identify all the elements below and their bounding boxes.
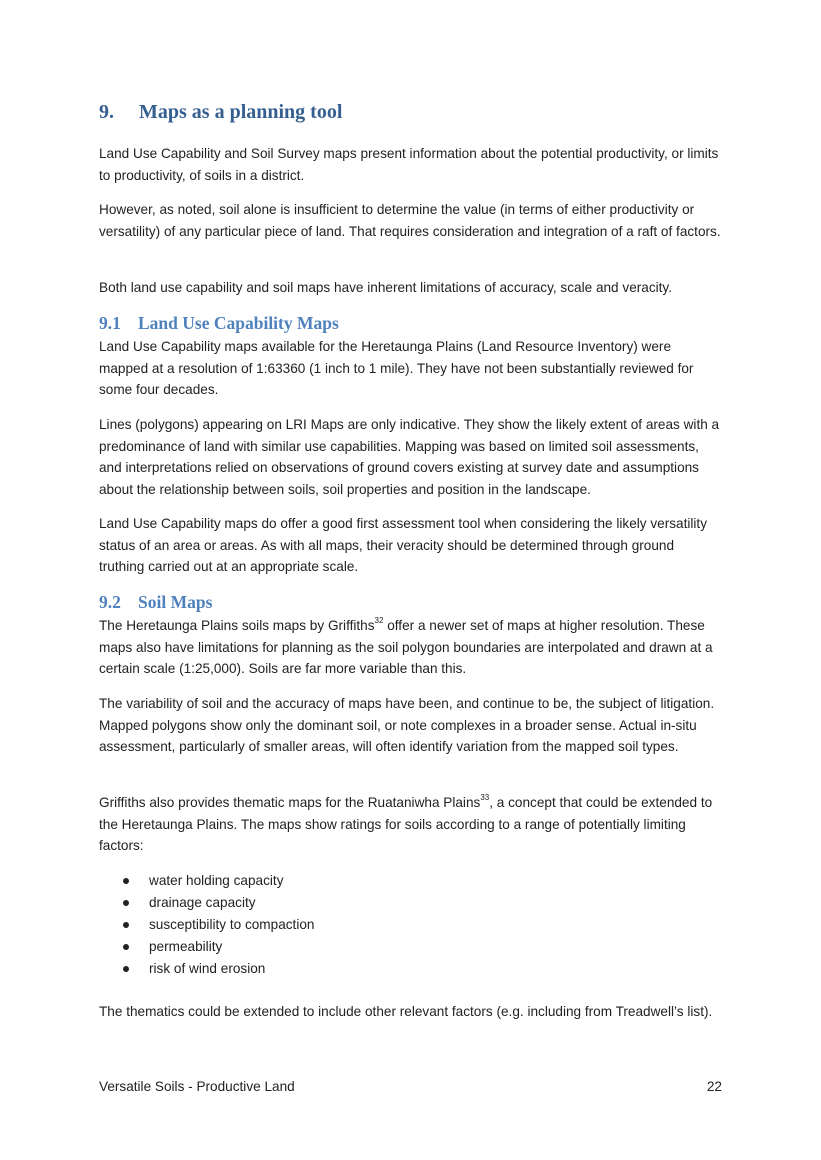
- subsection-title: Soil Maps: [138, 592, 213, 612]
- text-run: The Heretaunga Plains soils maps by Griffiths: [99, 618, 375, 633]
- subsection-heading-lucmaps: [99, 313, 339, 334]
- section-number: 9.: [99, 101, 114, 123]
- text-run: offer a newer set of maps at higher resolution. These maps also have limitations for planning as the soil polygon boundaries are interpolated and drawn at a certain scale (1:25,000). Soils are far more variable than this.: [99, 618, 713, 677]
- footnote-ref-33[interactable]: 33: [480, 793, 490, 803]
- soilmaps-paragraph-2: The variability of soil and the accuracy of maps have been, and continue to be, the subject of litigation. Mapped polygons show only the dominant soil, or note complexes in a broader sense. Actual in-situ assessment, particularly of smaller areas, will often identify variation from the mapped soil types.: [99, 696, 715, 755]
- page-number: 22: [706, 1079, 722, 1094]
- intro-paragraph-3: Both land use capability and soil maps have inherent limitations of accuracy, scale and veracity.: [99, 280, 673, 295]
- list-item: [99, 958, 723, 980]
- section-heading: [99, 101, 342, 124]
- soilmaps-paragraph-1: [99, 615, 723, 680]
- list-item-label: water holding capacity: [149, 873, 284, 888]
- list-item-label: drainage capacity: [149, 895, 256, 910]
- list-item: [99, 892, 723, 914]
- text-run: , a concept that could be extended to the Heretaunga Plains. The maps show ratings for soils according to a range of potentially limiting factors:: [99, 795, 713, 854]
- list-item: [99, 870, 723, 892]
- lucmaps-paragraph-2: Lines (polygons) appearing on LRI Maps are only indicative. They show the likely extent of areas with a predominance of land with similar use capabilities. Mapping was based on limited soil assessments, and interpretations relied on observations of ground covers existing at survey date and assumptions about the relationship between soils, soil properties and position in the landscape.: [99, 417, 720, 497]
- intro-paragraph-2: However, as noted, soil alone is insufficient to determine the value (in terms of either productivity or versatility) of any particular piece of land. That requires consideration and integration of a raft of factors.: [99, 202, 721, 239]
- subsection-title: Land Use Capability Maps: [138, 313, 339, 333]
- section-title: Maps as a planning tool: [139, 101, 343, 123]
- bullet-icon: [123, 900, 129, 906]
- soilmaps-paragraph-4: The thematics could be extended to include other relevant factors (e.g. including from Treadwell’s list).: [99, 1004, 713, 1019]
- bullet-icon: [123, 878, 129, 884]
- bullet-icon: [123, 922, 129, 928]
- list-item: [99, 936, 723, 958]
- bullet-icon: [123, 966, 129, 972]
- footer-title: Versatile Soils - Productive Land: [99, 1079, 295, 1094]
- footnote-ref-32[interactable]: 32: [374, 616, 384, 626]
- list-item-label: risk of wind erosion: [149, 961, 266, 976]
- list-item-label: susceptibility to compaction: [149, 917, 315, 932]
- limiting-factors-list: [99, 870, 723, 980]
- bullet-icon: [123, 944, 129, 950]
- subsection-heading-soilmaps: [99, 592, 212, 613]
- subsection-number: 9.2: [99, 592, 121, 612]
- soilmaps-paragraph-3: [99, 792, 723, 857]
- lucmaps-paragraph-1: Land Use Capability maps available for the Heretaunga Plains (Land Resource Inventory) were mapped at a resolution of 1:63360 (1 inch to 1 mile). They have not been substantially reviewed for some four decades.: [99, 339, 694, 398]
- intro-paragraph-1: Land Use Capability and Soil Survey maps present information about the potential productivity, or limits to productivity, of soils in a district.: [99, 146, 719, 183]
- text-run: Griffiths also provides thematic maps for the Ruataniwha Plains: [99, 795, 481, 810]
- subsection-number: 9.1: [99, 313, 121, 333]
- lucmaps-paragraph-3: Land Use Capability maps do offer a good first assessment tool when considering the likely versatility status of an area or areas. As with all maps, their veracity should be determined through ground truthing carried out at an appropriate scale.: [99, 516, 708, 575]
- list-item: [99, 914, 723, 936]
- list-item-label: permeability: [149, 939, 223, 954]
